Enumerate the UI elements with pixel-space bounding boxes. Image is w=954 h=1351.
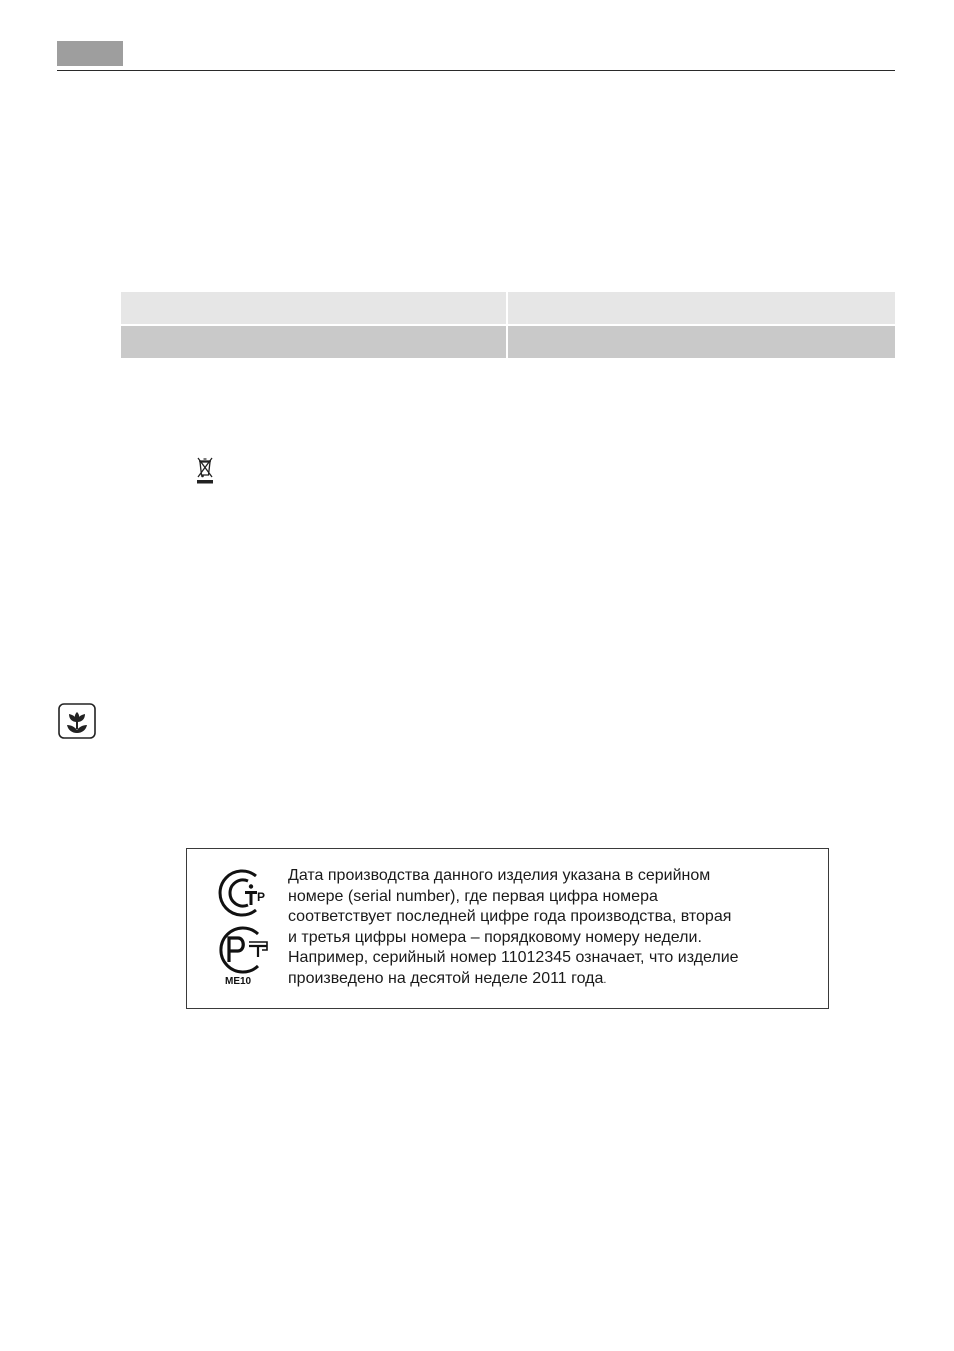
svg-text:P: P [257, 890, 266, 904]
data-table [121, 292, 895, 360]
certification-text-line [288, 969, 818, 991]
table-row [121, 326, 895, 358]
certification-text-line: Например, серийный номер 11012345 означает, что изделие [288, 949, 739, 966]
certification-text-period: . [603, 973, 607, 986]
eac-certification-icon [212, 867, 270, 919]
certification-logos [209, 867, 271, 991]
flower-environment-icon [58, 703, 96, 739]
certification-text [288, 866, 818, 990]
certification-text-line: Дата производства данного изделия указана в серийном [288, 867, 711, 884]
table-cell [508, 326, 895, 358]
certification-text-line: соответствует последней цифре года производства, вторая [288, 908, 732, 925]
table-cell [121, 292, 506, 324]
header-tab [57, 41, 123, 66]
certification-text-line: и третья цифры номера – порядковому номеру недели. [288, 928, 702, 946]
rst-certification-icon [212, 925, 270, 975]
certification-text-line: номере (serial number), где первая цифра номера [288, 887, 658, 905]
certification-box [186, 848, 829, 1009]
table-row [121, 292, 895, 324]
certification-text-last: произведено на десятой неделе 2011 года [288, 969, 604, 987]
certification-code: ME10 [225, 976, 252, 987]
table-cell [508, 292, 895, 324]
table-cell [121, 326, 506, 358]
header-rule [57, 70, 895, 71]
crossed-out-wheelie-bin-icon [195, 455, 215, 485]
